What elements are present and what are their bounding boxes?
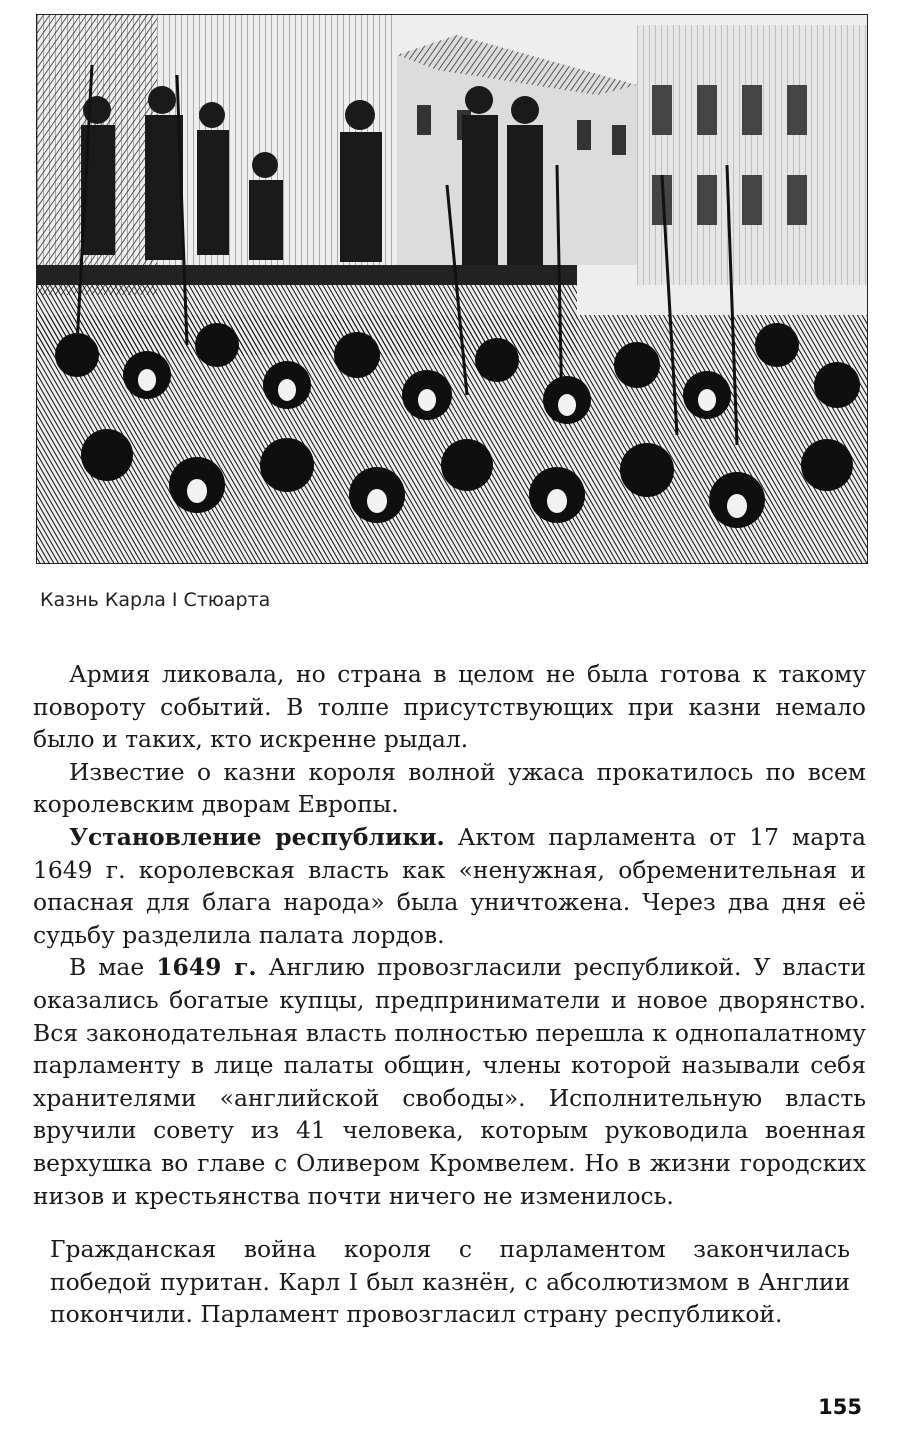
main-text bbox=[33, 658, 866, 1212]
paragraph-4-lead: В мае bbox=[69, 953, 157, 982]
illustration-caption: Казнь Карла I Стюарта bbox=[40, 589, 271, 611]
engraving-execution-scene-icon bbox=[37, 15, 867, 563]
paragraph-3-text: Актом парламента от 17 марта 1649 г. королевская власть как «ненужная, обременительная и опасная для блага народа» была уничтожена. Через два дня её судьбу разделила палата лордов. bbox=[33, 822, 866, 949]
paragraph-1: Армия ликовала, но страна в целом не была готова к такому повороту событий. В толпе присутствующих при казни немало было и таких, кто искренне рыдал. bbox=[33, 660, 866, 754]
paragraph-3 bbox=[33, 821, 866, 951]
paragraph-2: Известие о казни короля волной ужаса прокатилось по всем королевским дворам Европы. bbox=[33, 757, 866, 819]
summary-box: Гражданская война короля с парламентом закончилась победой пуритан. Карл I был казнён, с абсолютизмом в Англии покончили. Парламент провозгласил страну республикой. bbox=[50, 1235, 850, 1329]
section-heading: Установление республики. bbox=[69, 822, 445, 851]
page-number: 155 bbox=[818, 1395, 862, 1419]
execution-illustration bbox=[36, 14, 868, 564]
paragraph-4-text: Англию провозгласили республикой. У власти оказались богатые купцы, предприниматели и новое дворянство. Вся законодательная власть полностью перешла к однопалатному парламенту в лице палаты общин, члены которой называли себя хранителями «английской свободы». Исполнительную власть вручили совету из 41 человека, которым руководила военная верхушка во главе с Оливером Кромвелем. Но в жизни городских низов и крестьянства почти ничего не изменилось. bbox=[33, 953, 866, 1210]
paragraph-4-year: 1649 г. bbox=[156, 953, 257, 982]
paragraph-4 bbox=[33, 951, 866, 1212]
